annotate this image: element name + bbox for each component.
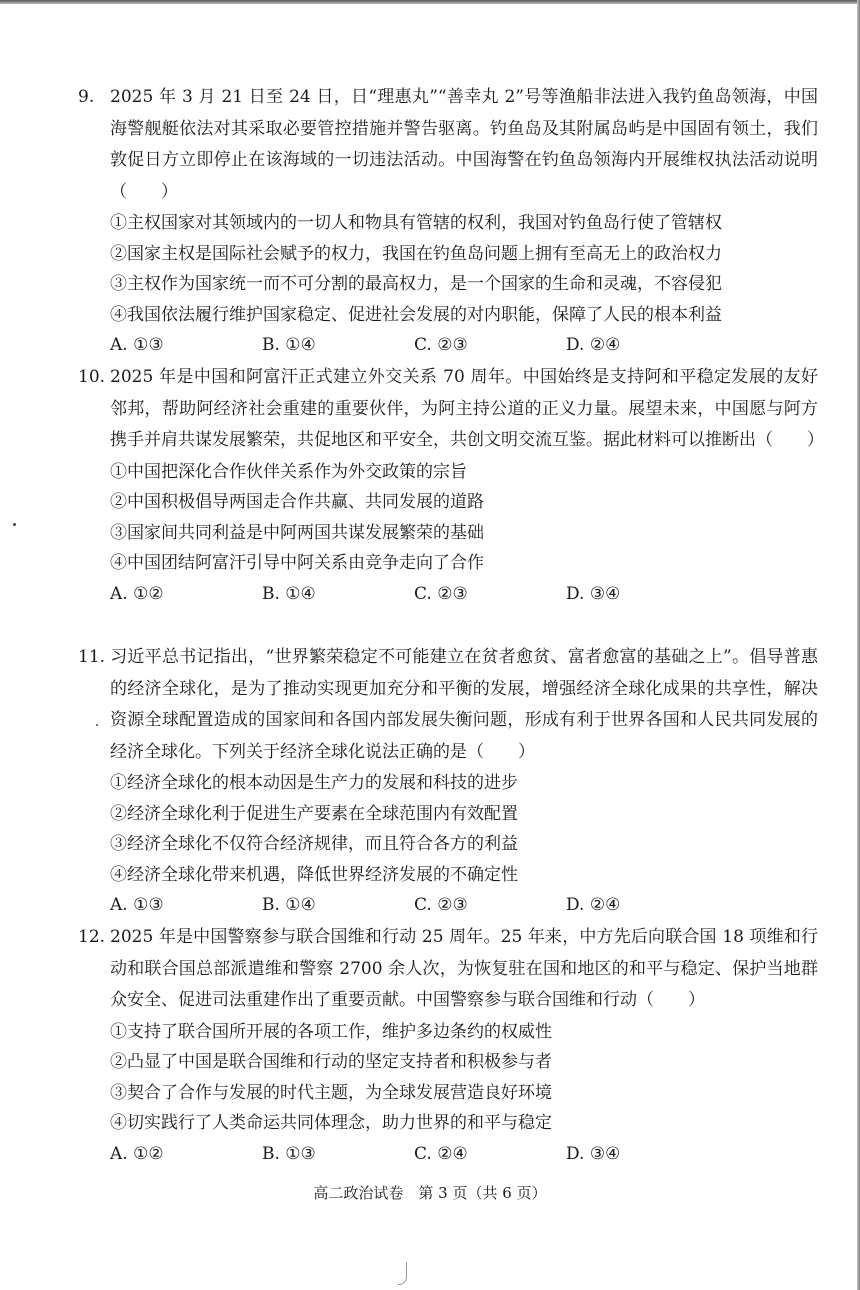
question-number: 11. [78, 647, 106, 667]
question-text: 2025 年 3 月 21 日至 24 日，日“理惠丸”“善幸丸 2”号等渔船非法进入我钓鱼岛领海，中国海警舰艇依法对其采取必要管控措施并警告驱离。钓鱼岛及其附属岛屿是中国固有领土，我们敦促日方立即停止在该海域的一切违法活动。中国海警在钓鱼岛领海内开展维权执法活动说明（ ） [110, 87, 818, 202]
choice-b: B. ①④ [262, 335, 316, 355]
statement-option: ①经济全球化的根本动因是生产力的发展和科技的进步 [110, 773, 518, 793]
question-stem [78, 362, 824, 457]
statement-option: ③主权作为国家统一而不可分割的最高权力，是一个国家的生命和灵魂，不容侵犯 [110, 274, 722, 294]
statement-option: ④中国团结阿富汗引导中阿关系由竞争走向了合作 [110, 553, 484, 573]
question-9 [78, 82, 818, 361]
statement-option: ②经济全球化利于促进生产要素在全球范围内有效配置 [110, 803, 518, 824]
statement-option: ①中国把深化合作伙伴关系作为外交政策的宗旨 [110, 461, 467, 482]
choice-a: A. ①③ [110, 895, 164, 915]
choice-b: B. ①④ [262, 583, 316, 604]
statement-option: ①主权国家对其领域内的一切人和物具有管辖的权利，我国对钓鱼岛行使了管辖权 [110, 213, 722, 233]
statement-option: ③国家间共同利益是中阿两国共谋发展繁荣的基础 [110, 522, 484, 543]
choice-c: C. ②③ [414, 335, 468, 355]
statement-option: ②国家主权是国际社会赋予的权力，我国在钓鱼岛问题上拥有至高无上的政治权力 [110, 243, 722, 264]
page-footer: 高二政治试卷 第 3 页（共 6 页） [313, 1184, 547, 1202]
choice-b: B. ①④ [262, 895, 316, 915]
choice-d: D. ③④ [566, 1143, 621, 1164]
answer-choices [78, 330, 818, 361]
question-10 [78, 362, 824, 610]
statement-option: ④我国依法履行维护国家稳定、促进社会发展的对内职能，保障了人民的根本利益 [110, 304, 722, 325]
choice-d: D. ②④ [566, 895, 621, 915]
question-number: 10. [78, 367, 106, 387]
question-stem [78, 642, 818, 768]
statement-option: ①支持了联合国所开展的各项工作，维护多边条约的权威性 [110, 1021, 552, 1042]
question-stem [78, 82, 818, 208]
statement-option: ②凸显了中国是联合国维和行动的坚定支持者和积极参与者 [110, 1052, 552, 1072]
choice-d: D. ②④ [566, 335, 621, 355]
choice-d: D. ③④ [566, 583, 621, 604]
choice-b: B. ①③ [262, 1143, 316, 1164]
question-text: 2025 年是中国警察参与联合国维和行动 25 周年。25 年来，中方先后向联合国 18 项维和行动和联合国总部派遣维和警察 2700 余人次，为恢复驻在国和地区的和平与稳定、保护当地群众安全、促进司法重建作出了重要贡献。中国警察参与联合国维和行动（ ） [110, 927, 818, 1010]
question-stem [78, 922, 818, 1017]
question-12 [78, 922, 818, 1170]
binding-mark [398, 1262, 407, 1285]
statement-option: ④经济全球化带来机遇，降低世界经济发展的不确定性 [110, 864, 518, 885]
question-number: 12. [78, 927, 106, 947]
statement-option: ③经济全球化不仅符合经济规律，而且符合各方的利益 [110, 834, 518, 854]
choice-c: C. ②③ [414, 583, 468, 604]
choice-c: C. ②④ [414, 1143, 468, 1164]
statement-option: ③契合了合作与发展的时代主题，为全球发展营造良好环境 [110, 1082, 552, 1103]
question-11 [78, 642, 818, 921]
question-text: 2025 年是中国和阿富汗正式建立外交关系 70 周年。中国始终是支持阿和平稳定发展的友好邻邦，帮助阿经济社会重建的重要伙伴，为阿主持公道的正义力量。展望未来，中国愿与阿方携手并肩共谋发展繁荣，共促地区和平安全，共创文明交流互鉴。据此材料可以推断出（ ） [110, 367, 824, 450]
answer-choices [78, 1139, 818, 1170]
question-number: 9. [78, 87, 95, 107]
choice-c: C. ②③ [414, 895, 468, 915]
question-text: 习近平总书记指出，“世界繁荣稳定不可能建立在贫者愈贫、富者愈富的基础之上”。倡导普惠的经济全球化，是为了推动实现更加充分和平衡的发展，增强经济全球化成果的共享性，解决资源全球配置造成的国家间和各国内部发展失衡问题，形成有利于世界各国和人民共同发展的经济全球化。下列关于经济全球化说法正确的是（ ） [110, 647, 818, 762]
statement-option: ②中国积极倡导两国走合作共赢、共同发展的道路 [110, 492, 484, 512]
choice-a: A. ①③ [110, 335, 164, 355]
choice-a: A. ①② [110, 1143, 164, 1164]
statement-option: ④切实践行了人类命运共同体理念，助力世界的和平与稳定 [110, 1113, 552, 1133]
answer-choices [78, 579, 818, 610]
choice-a: A. ①② [110, 583, 164, 604]
answer-choices [78, 890, 818, 921]
